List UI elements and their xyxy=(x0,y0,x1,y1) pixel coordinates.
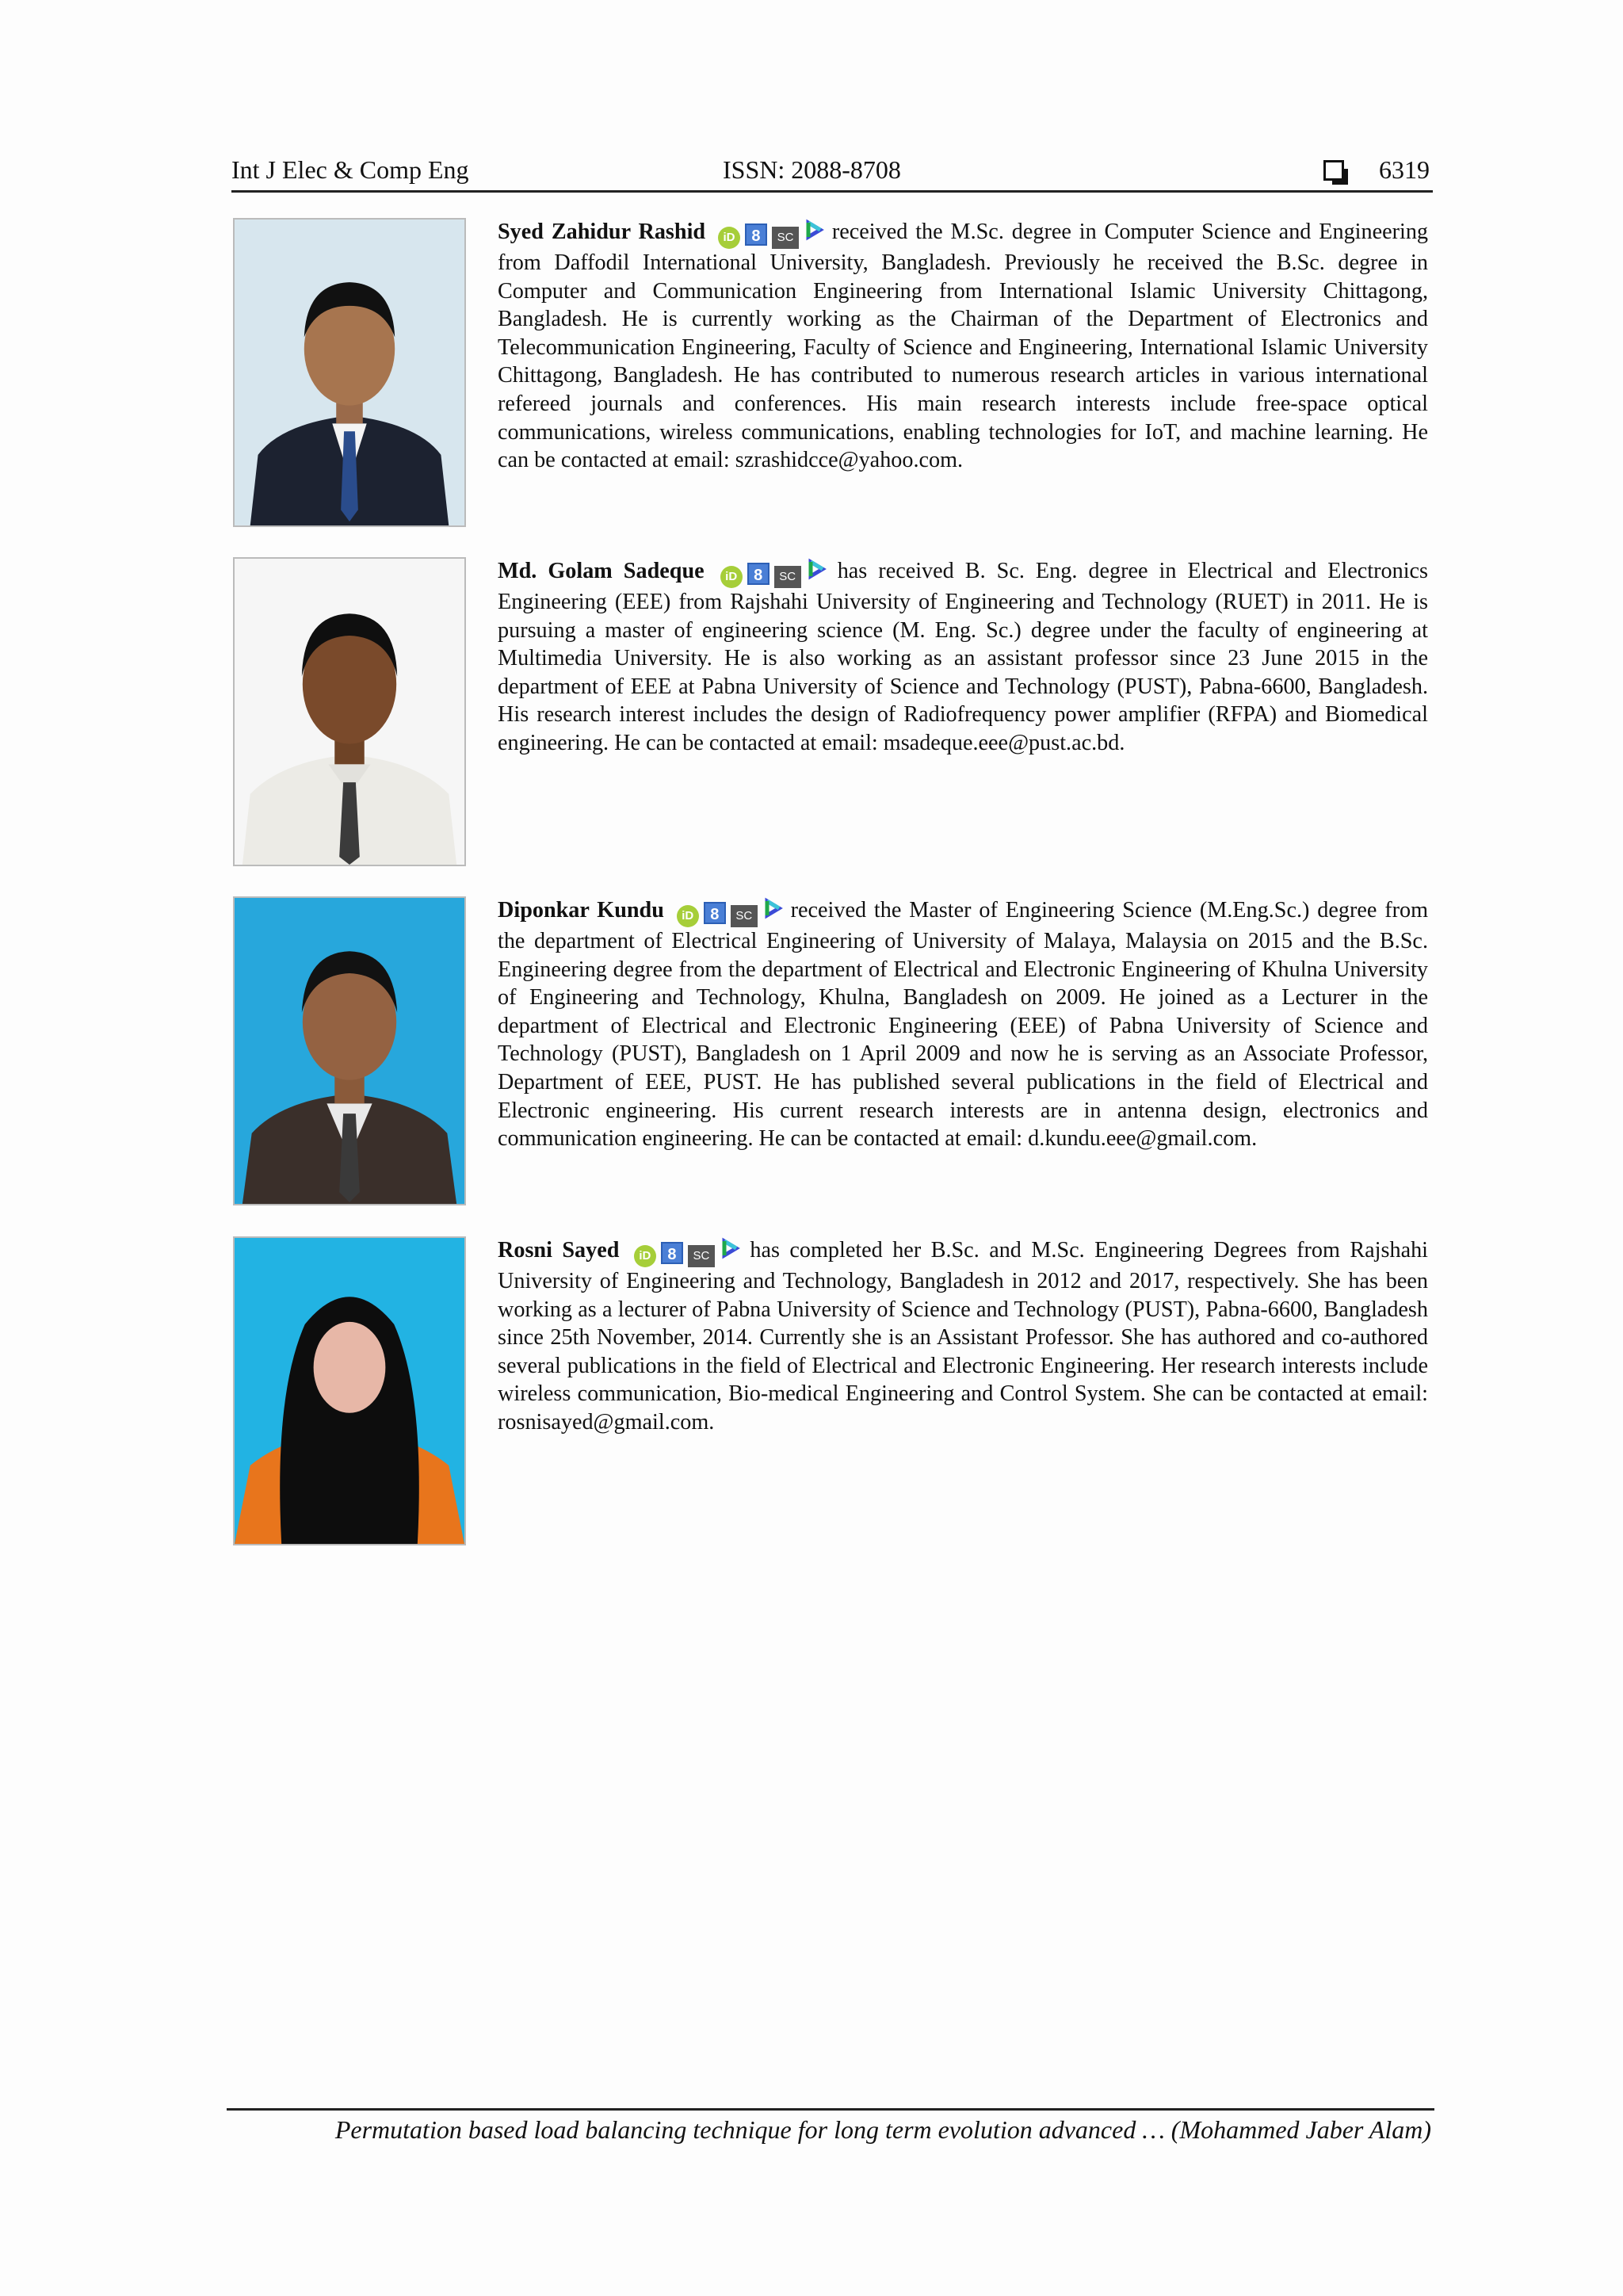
scopus-icon[interactable]: SC xyxy=(688,1245,715,1267)
publons-icon[interactable] xyxy=(720,1237,740,1259)
scopus-icon[interactable]: SC xyxy=(774,566,801,588)
bio-text: has completed her B.Sc. and M.Sc. Engineering Degrees from Rajshahi University of Engineering and Technology, Bangladesh in 2012 and 2017, respectively. She has been working as a lecturer of Pabna University of Science and Technology (PUST), Pabna-6600, Bangladesh since 25th November, 2014. Currently she is an Assistant Professor. She has authored and co-authored several publications in the field of Electrical and Electronic Engineering. Her research interests include wireless communication, Bio-medical Engineering and Control System. She can be contacted at email: rosnisayed@gmail.com. xyxy=(498,1238,1429,1435)
bio-text: has received B. Sc. Eng. degree in Electrical and Electronics Engineering (EEE) from Rajshahi University of Engineering and Technology (RUET) in 2011. He is pursuing a master of engineering science (M. Eng. Sc.) degree under the faculty of engineering at Multimedia University. He is also working as an assistant professor since 23 June 2015 in the department of EEE at Pabna University of Science and Technology (PUST), Pabna-6600, Bangladesh. His research interest includes the design of Radiofrequency power amplifier (RFPA) and Biomedical engineering. He can be contacted at email: msadeque.eee@pust.ac.bd. xyxy=(498,559,1429,755)
orcid-icon[interactable]: iD xyxy=(677,905,699,927)
page-number: 6319 xyxy=(1379,155,1430,184)
bio-text: received the M.Sc. degree in Computer Science and Engineering from Daffodil International University, Bangladesh. Previously he received the B.Sc. degree in Computer and Communication Engineering from International Islamic University Chittagong, Bangladesh. He is currently working as the Chairman of the Department of Electronics and Telecommunication Engineering, Faculty of Science and Engineering, International Islamic University Chittagong, Bangladesh. He has contributed to numerous research articles in various international refereed journals and conferences. His main research interests include free-space optical communications, wireless communications, enabling technologies for IoT, and machine learning. He can be contacted at email: szrashidcce@yahoo.com. xyxy=(498,220,1429,473)
scopus-icon[interactable]: SC xyxy=(731,905,758,927)
orcid-icon[interactable]: iD xyxy=(634,1245,656,1267)
scopus-icon[interactable]: SC xyxy=(772,227,799,249)
author-name: Syed Zahidur Rashid xyxy=(498,220,706,244)
author-name: Diponkar Kundu xyxy=(498,898,664,923)
author-photo xyxy=(233,1236,466,1545)
author-name: Md. Golam Sadeque xyxy=(498,559,705,583)
google-scholar-icon[interactable]: 8 xyxy=(745,223,767,246)
publons-icon[interactable] xyxy=(762,897,783,919)
journal-name: Int J Elec & Comp Eng xyxy=(231,155,469,184)
author-photo xyxy=(233,218,466,527)
orcid-icon[interactable]: iD xyxy=(720,566,743,588)
issn: ISSN: 2088-8708 xyxy=(723,155,901,184)
author-photo xyxy=(233,557,466,866)
author-name: Rosni Sayed xyxy=(498,1238,620,1263)
google-scholar-icon[interactable]: 8 xyxy=(704,902,726,924)
checkbox-square-icon xyxy=(1323,160,1344,181)
orcid-icon[interactable]: iD xyxy=(718,227,740,249)
bio-text: received the Master of Engineering Science (M.Eng.Sc.) degree from the department of Electrical Engineering of University of Malaya, Malaysia on 2015 and the B.Sc. Engineering degree from the department of Electrical and Electronic Engineering of Khulna University of Engineering and Technology, Khulna, Bangladesh on 2009. He joined as a Lecturer in the department of Electrical and Electronic Engineering (EEE) of Pabna University of Science and Technology (PUST), Bangladesh on 1 April 2009 and now he is serving as an Associate Professor, Department of EEE, PUST. He has published several publications in the field of Electrical and Electronic engineering. His current research interests are in antenna design, electronics and communication engineering. He can be contacted at email: d.kundu.eee@gmail.com. xyxy=(498,898,1429,1152)
publons-icon[interactable] xyxy=(806,558,827,580)
google-scholar-icon[interactable]: 8 xyxy=(661,1242,683,1264)
running-footer: Permutation based load balancing technique for long term evolution advanced … (Mohammed Jaber Alam) xyxy=(227,2108,1434,2145)
page-header xyxy=(231,151,1433,193)
publons-icon[interactable] xyxy=(804,219,824,241)
google-scholar-icon[interactable]: 8 xyxy=(747,563,769,585)
author-photo xyxy=(233,896,466,1205)
